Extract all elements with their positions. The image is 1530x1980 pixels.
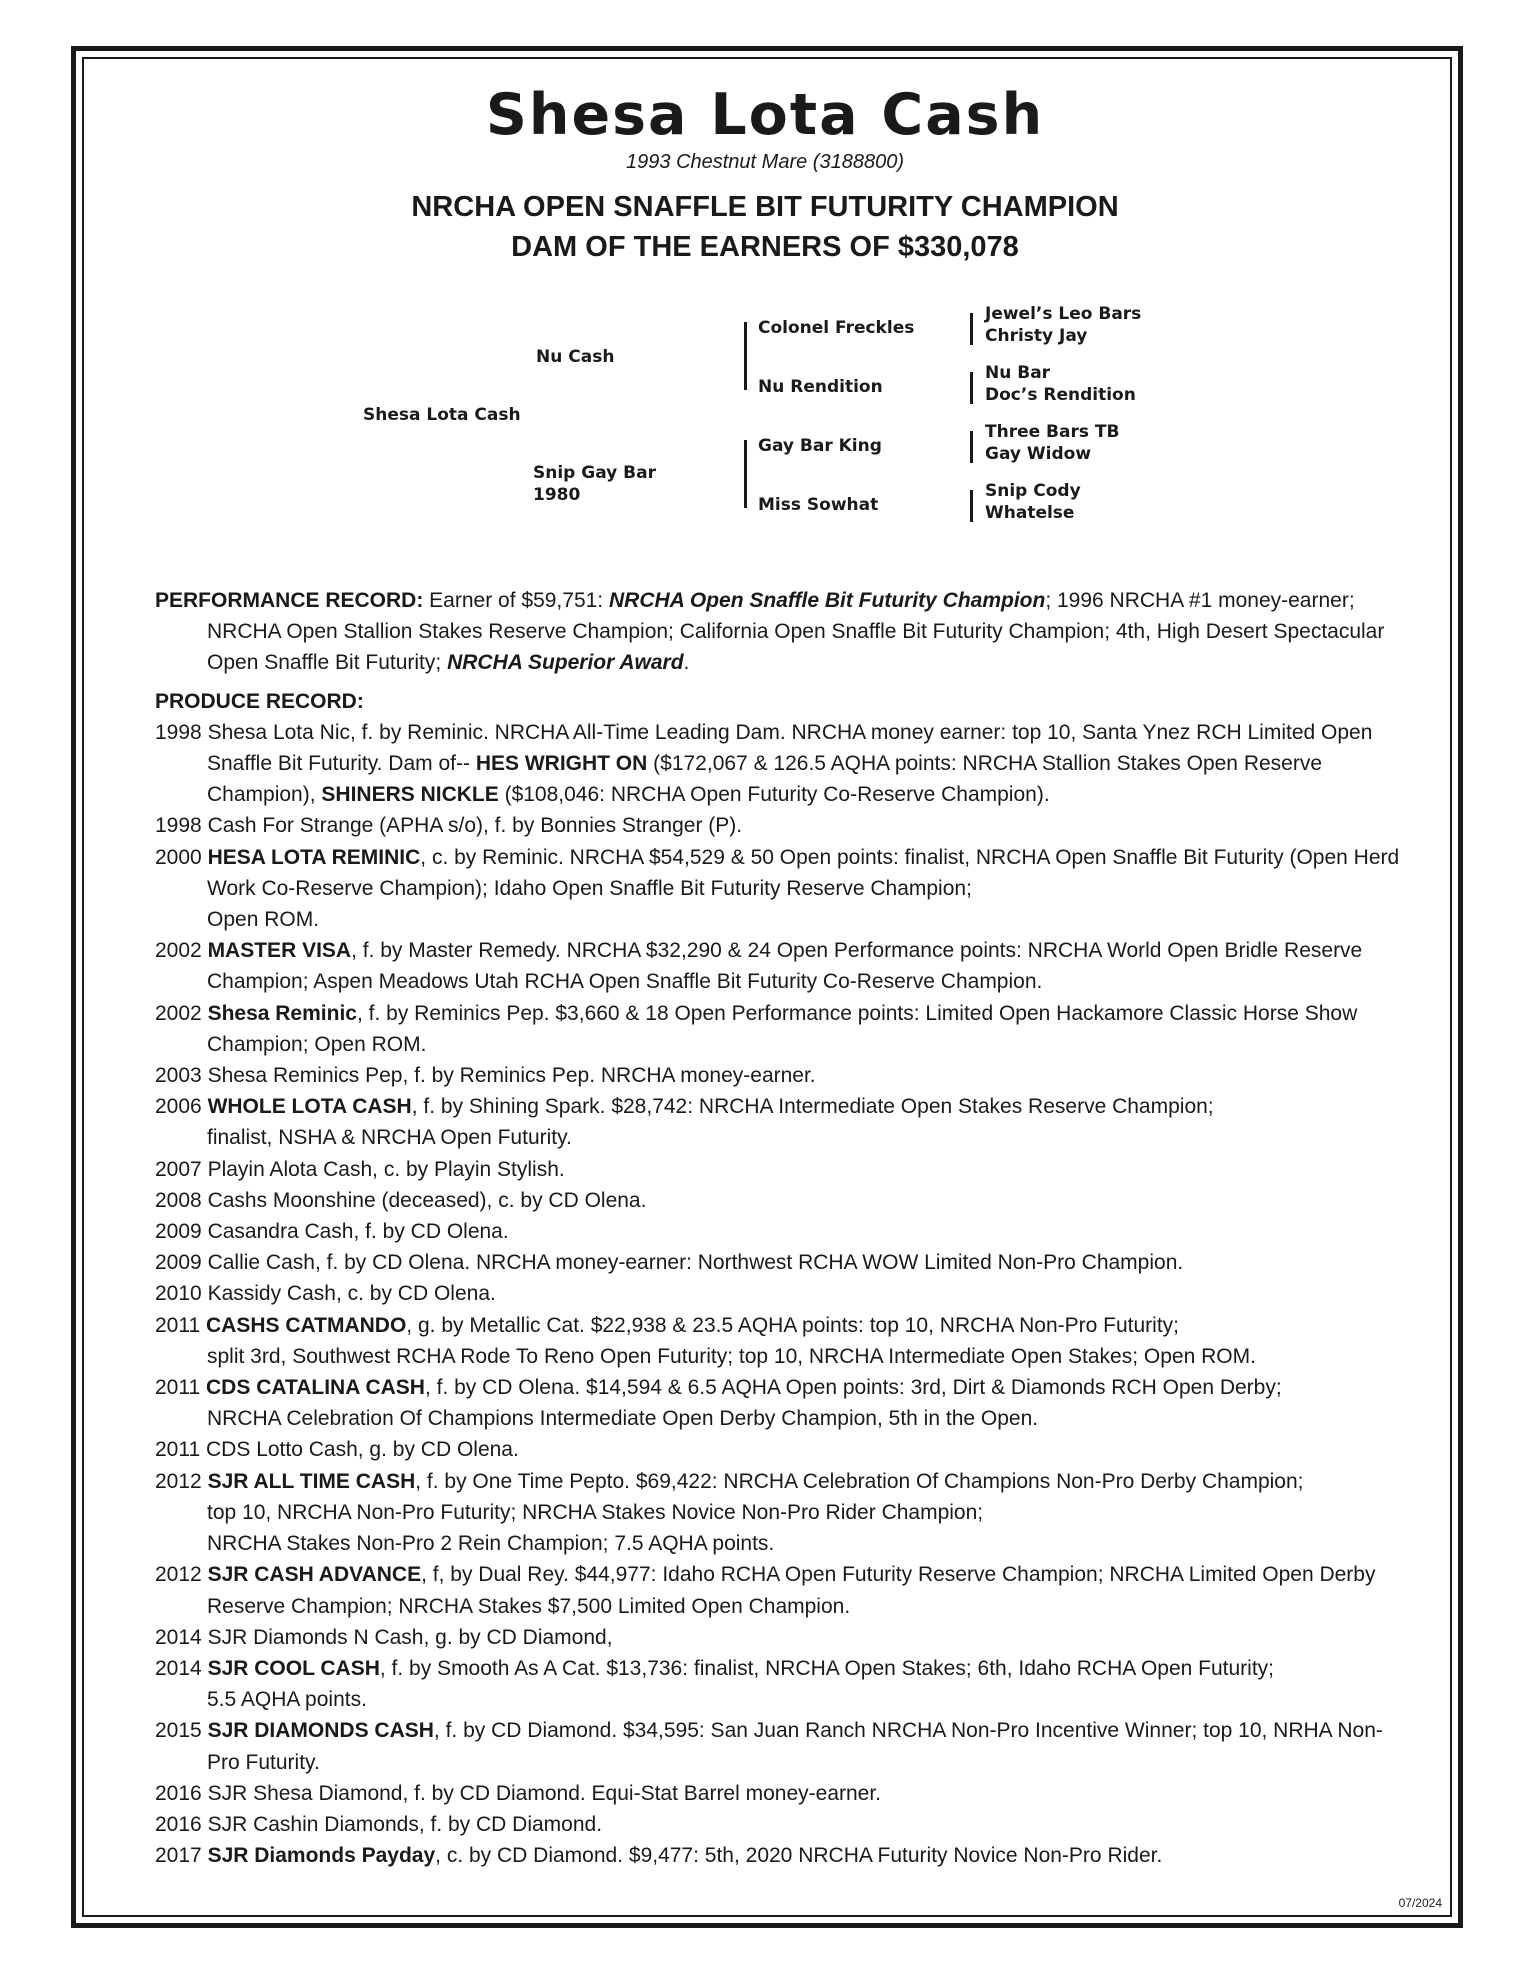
headline-champion: NRCHA OPEN SNAFFLE BIT FUTURITY CHAMPION xyxy=(411,191,1119,223)
pedigree-g3: Nu Bar xyxy=(985,363,1051,383)
produce-entry xyxy=(155,935,1405,997)
pedigree-dam: Snip Gay Bar xyxy=(533,463,656,483)
produce-record-label: PRODUCE RECORD: xyxy=(155,689,364,713)
produce-year: 2007 xyxy=(155,1157,202,1181)
produce-details: SJR Shesa Diamond, f. by CD Diamond. Equi-Stat Barrel money-earner. xyxy=(207,1781,882,1805)
produce-name: Shesa Reminic xyxy=(207,1001,357,1025)
produce-entry xyxy=(155,717,1405,811)
produce-year: 2015 xyxy=(155,1719,202,1743)
produce-entry xyxy=(155,1653,1405,1715)
produce-name: SJR Diamonds Payday xyxy=(207,1844,436,1868)
produce-list xyxy=(155,717,1405,1872)
footer-date: 07/2024 xyxy=(1398,1896,1442,1910)
produce-year: 2012 xyxy=(155,1563,202,1587)
produce-name: CDS CATALINA CASH xyxy=(206,1376,425,1400)
pedigree-bracket-sire xyxy=(744,322,747,390)
performance-highlight-2: NRCHA Superior Award xyxy=(447,651,684,675)
produce-details: , c. by Reminic. NRCHA $54,529 & 50 Open points: finalist, NRCHA Open Snaffle Bit Futurity (Open Herd Work Co-Reserve Champion); Idaho Open Snaffle Bit Futurity Reserve Champion; xyxy=(207,845,1400,900)
performance-text-1: Earner of $59,751: xyxy=(423,589,609,612)
produce-entry xyxy=(155,1622,1405,1653)
produce-year: 2016 xyxy=(155,1812,202,1836)
produce-entry xyxy=(155,1185,1405,1216)
performance-record xyxy=(155,585,1405,679)
produce-entry xyxy=(155,1278,1405,1309)
pedigree-dam-year: 1980 xyxy=(533,485,581,505)
produce-year: 2010 xyxy=(155,1282,202,1306)
horse-name-title: Shesa Lota Cash xyxy=(485,82,1045,148)
produce-name: SJR COOL CASH xyxy=(207,1656,380,1680)
produce-name: SJR DIAMONDS CASH xyxy=(207,1719,434,1743)
produce-year: 2014 xyxy=(155,1625,202,1649)
produce-year: 2006 xyxy=(155,1095,202,1119)
produce-year: 2014 xyxy=(155,1656,202,1680)
pedigree-bracket-g3 xyxy=(970,431,973,463)
produce-details-line: Open ROM. xyxy=(207,908,320,932)
produce-entry xyxy=(155,1466,1405,1560)
produce-details-line: NRCHA Celebration Of Champions Intermediate Open Derby Champion, 5th in the Open. xyxy=(207,1407,1039,1431)
produce-year: 2016 xyxy=(155,1781,202,1805)
pedigree-dam-dam: Miss Sowhat xyxy=(758,495,879,515)
produce-details-line: split 3rd, Southwest RCHA Rode To Reno Open Futurity; top 10, NRCHA Intermediate Open Stakes; Open ROM. xyxy=(207,1344,1256,1368)
produce-year: 2017 xyxy=(155,1844,202,1868)
produce-details-line: NRCHA Stakes Non-Pro 2 Rein Champion; 7.5 AQHA points. xyxy=(207,1532,775,1556)
produce-details: Shesa Reminics Pep, f. by Reminics Pep. NRCHA money-earner. xyxy=(207,1064,816,1088)
pedigree-dam-sire: Gay Bar King xyxy=(758,436,882,456)
produce-details: CDS Lotto Cash, g. by CD Olena. xyxy=(206,1438,519,1462)
produce-year: 2008 xyxy=(155,1188,202,1212)
horse-description: 1993 Chestnut Mare (3188800) xyxy=(626,151,904,173)
produce-year: 2011 xyxy=(155,1376,201,1400)
pedigree-g6: Gay Widow xyxy=(985,444,1092,464)
produce-entry xyxy=(155,810,1405,841)
produce-year: 1998 xyxy=(155,814,202,838)
produce-year: 2000 xyxy=(155,845,202,869)
performance-text-2: ; 1996 NRCHA #1 money-earner; NRCHA Open Stallion Stakes Reserve Champion; California Open Snaffle Bit Futurity Champion; 4th, High Desert Spectacular Open Snaffle Bit Futurity; xyxy=(207,589,1385,675)
produce-year: 2011 xyxy=(155,1438,201,1462)
produce-name: MASTER VISA xyxy=(207,939,352,963)
produce-entry xyxy=(155,1154,1405,1185)
pedigree-subject: Shesa Lota Cash xyxy=(363,405,521,425)
produce-details: , f. by Master Remedy. NRCHA $32,290 & 24 Open Performance points: NRCHA World Open Bridle Reserve Champion; Aspen Meadows Utah RCHA Open Snaffle Bit Futurity Co-Reserve Champion. xyxy=(207,939,1363,994)
produce-details: Shesa Lota Nic, f. by Reminic. NRCHA All-Time Leading Dam. NRCHA money earner: top 10, Santa Ynez RCH Limited Open Snaffle Bit Futurity. Dam of-- xyxy=(207,720,1373,776)
produce-year: 2009 xyxy=(155,1220,202,1244)
produce-entry xyxy=(155,1247,1405,1278)
produce-offspring-name: SHINERS NICKLE xyxy=(321,783,499,807)
produce-entry xyxy=(155,1310,1405,1372)
pedigree-g8: Whatelse xyxy=(985,503,1075,523)
produce-entry xyxy=(155,1840,1405,1871)
record-section xyxy=(155,585,1405,1871)
produce-entry xyxy=(155,1809,1405,1840)
produce-offspring-name: HES WRIGHT ON xyxy=(475,752,648,776)
pedigree-bracket-g4 xyxy=(970,490,973,522)
produce-name: WHOLE LOTA CASH xyxy=(207,1095,412,1119)
pedigree-g1: Jewel’s Leo Bars xyxy=(985,304,1142,324)
pedigree-g4: Doc’s Rendition xyxy=(985,385,1136,405)
produce-details: , f. by CD Diamond. $34,595: San Juan Ranch NRCHA Non-Pro Incentive Winner; top 10, NRHA Non-Pro Futurity. xyxy=(207,1719,1383,1774)
pedigree-g7: Snip Cody xyxy=(985,481,1081,501)
produce-year: 2012 xyxy=(155,1469,202,1493)
produce-name: SJR CASH ADVANCE xyxy=(207,1563,422,1587)
produce-details: Playin Alota Cash, c. by Playin Stylish. xyxy=(207,1157,565,1181)
produce-entry xyxy=(155,998,1405,1060)
headline-earnings: DAM OF THE EARNERS OF $330,078 xyxy=(511,231,1019,263)
produce-entry xyxy=(155,1778,1405,1809)
produce-entry xyxy=(155,1559,1405,1621)
produce-details: SJR Cashin Diamonds, f. by CD Diamond. xyxy=(207,1812,603,1836)
produce-year: 2002 xyxy=(155,939,202,963)
pedigree-sire-dam: Nu Rendition xyxy=(758,377,883,397)
produce-entry xyxy=(155,1060,1405,1091)
produce-entry xyxy=(155,842,1405,936)
produce-details: SJR Diamonds N Cash, g. by CD Diamond, xyxy=(207,1625,613,1649)
produce-entry xyxy=(155,1091,1405,1153)
produce-details: , f. by Shining Spark. $28,742: NRCHA Intermediate Open Stakes Reserve Champion; xyxy=(411,1095,1214,1119)
produce-offspring-details: ($108,046: NRCHA Open Futurity Co-Reserve Champion). xyxy=(498,783,1050,807)
produce-year: 1998 xyxy=(155,720,202,744)
pedigree-bracket-g1 xyxy=(970,313,973,345)
produce-details: , f. by Reminics Pep. $3,660 & 18 Open Performance points: Limited Open Hackamore Classic Horse Show Champion; Open ROM. xyxy=(207,1001,1358,1056)
produce-offspring-details: ($172,067 & 126.5 AQHA points: NRCHA Stallion Stakes Open Reserve Champion), xyxy=(207,752,1323,807)
produce-details-line: top 10, NRCHA Non-Pro Futurity; NRCHA Stakes Novice Non-Pro Rider Champion; xyxy=(207,1500,984,1524)
produce-year: 2003 xyxy=(155,1064,202,1088)
produce-details: , f, by Dual Rey. $44,977: Idaho RCHA Open Futurity Reserve Champion; NRCHA Limited Open Derby Reserve Champion; NRCHA Stakes $7,500 Limited Open Champion. xyxy=(207,1563,1376,1618)
performance-text-3: . xyxy=(683,651,690,675)
produce-details: , f. by One Time Pepto. $69,422: NRCHA Celebration Of Champions Non-Pro Derby Champion; xyxy=(415,1469,1304,1493)
produce-details-line: 5.5 AQHA points. xyxy=(207,1688,367,1712)
pedigree-g5: Three Bars TB xyxy=(985,422,1120,442)
produce-entry xyxy=(155,1715,1405,1777)
produce-entry xyxy=(155,1434,1405,1465)
produce-details-line: finalist, NSHA & NRCHA Open Futurity. xyxy=(207,1126,572,1150)
produce-details: Casandra Cash, f. by CD Olena. xyxy=(207,1220,509,1244)
pedigree-sire: Nu Cash xyxy=(536,347,615,367)
produce-details: Cash For Strange (APHA s/o), f. by Bonnies Stranger (P). xyxy=(207,814,743,838)
produce-name: SJR ALL TIME CASH xyxy=(207,1469,416,1493)
produce-details: , g. by Metallic Cat. $22,938 & 23.5 AQHA points: top 10, NRCHA Non-Pro Futurity; xyxy=(406,1313,1180,1337)
produce-details: , c. by CD Diamond. $9,477: 5th, 2020 NRCHA Futurity Novice Non-Pro Rider. xyxy=(435,1844,1163,1868)
produce-details: Cashs Moonshine (deceased), c. by CD Olena. xyxy=(207,1188,647,1212)
pedigree-bracket-dam xyxy=(744,440,747,508)
produce-details: , f. by Smooth As A Cat. $13,736: finalist, NRCHA Open Stakes; 6th, Idaho RCHA Open Futurity; xyxy=(379,1656,1274,1680)
produce-entry xyxy=(155,1216,1405,1247)
pedigree-bracket-g2 xyxy=(970,372,973,404)
produce-name: HESA LOTA REMINIC xyxy=(207,845,421,869)
produce-year: 2009 xyxy=(155,1251,202,1275)
pedigree-sire-sire: Colonel Freckles xyxy=(758,318,915,338)
produce-entry xyxy=(155,1372,1405,1434)
produce-year: 2011 xyxy=(155,1313,201,1337)
produce-name: CASHS CATMANDO xyxy=(206,1313,407,1337)
produce-details: , f. by CD Olena. $14,594 & 6.5 AQHA Open points: 3rd, Dirt & Diamonds RCH Open Derby; xyxy=(424,1376,1282,1400)
performance-highlight-1: NRCHA Open Snaffle Bit Futurity Champion xyxy=(608,589,1046,612)
produce-details: Kassidy Cash, c. by CD Olena. xyxy=(207,1282,496,1306)
pedigree-g2: Christy Jay xyxy=(985,326,1088,346)
produce-year: 2002 xyxy=(155,1001,202,1025)
performance-label: PERFORMANCE RECORD: xyxy=(155,589,424,612)
produce-details: Callie Cash, f. by CD Olena. NRCHA money-earner: Northwest RCHA WOW Limited Non-Pro Champion. xyxy=(207,1251,1184,1275)
